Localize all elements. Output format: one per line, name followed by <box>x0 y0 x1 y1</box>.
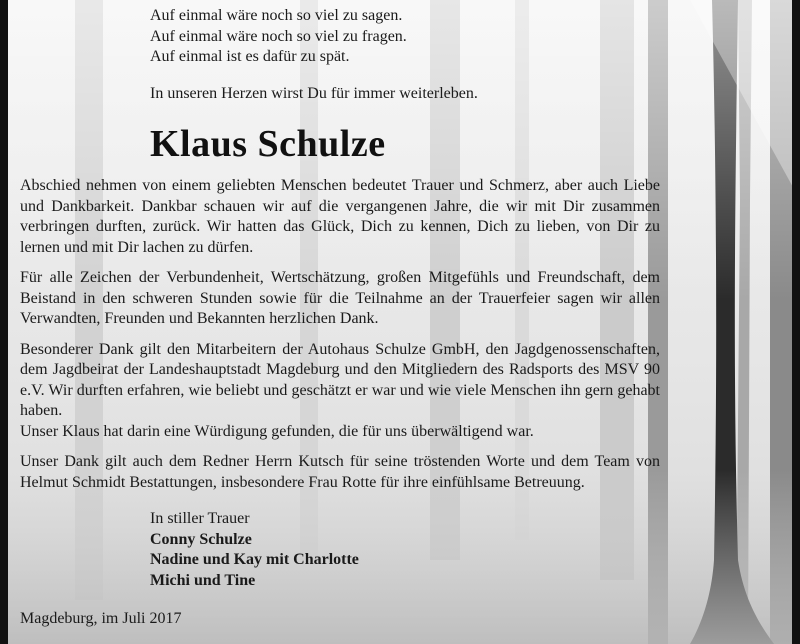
verse-line: Auf einmal ist es dafür zu spät. <box>150 48 350 65</box>
signer-name: Michi und Tine <box>150 571 256 589</box>
deceased-name: Klaus Schulze <box>150 123 386 165</box>
place-and-date: Magdeburg, im Juli 2017 <box>20 610 182 627</box>
paragraph-farewell: Abschied nehmen von einem geliebten Menschen bedeutet Trauer und Schmerz, aber auch Liebe und Dankbarkeit. Dankbar schauen wir auf die vergangenen Jahre, die wir mit Dir zusammen verbringen durften, zurück. Wir hatten das Glück, Dich zu kennen, Dich zu lieben, von Dir zu lernen und mit Dir lachen zu dürfen. <box>20 177 660 256</box>
signer-name: Nadine und Kay mit Charlotte <box>150 551 359 568</box>
paragraph-speaker-thanks: Unser Dank gilt auch dem Redner Herrn Kutsch für seine tröstenden Worte und dem Team von Helmut Schmidt Bestattungen, insbesondere Frau Rotte für ihre einfühlsame Betreuung. <box>20 453 660 491</box>
memorial-verse <box>150 6 660 104</box>
paragraph-special-thanks: Besonderer Dank gilt den Mitarbeitern der Autohaus Schulze GmbH, den Jagdgenossenschaften, dem Jagdbeirat der Landeshauptstadt Magdeburg und den Mitgliedern des Radsports des MSV 90 e.V. Wir durften erfahren, wie beliebt und geschätzt er war und wie viele Menschen ihn gern gehabt haben. Unser Klaus hat darin eine Würdigung gefunden, die für uns überwältigend war. <box>20 340 660 440</box>
paragraph-thanks: Für alle Zeichen der Verbundenheit, Wertschätzung, großen Mitgefühls und Freundschaft, dem Beistand in den schweren Stunden sowie für die Teilnahme an der Trauerfeier sagen wir allen Verwandten, Freunden und Bekannten herzlichen Dank. <box>20 269 660 327</box>
signer-name: Conny Schulze <box>150 530 252 548</box>
signers-intro: In stiller Trauer <box>150 510 250 527</box>
verse-closing: In unseren Herzen wirst Du für immer weiterleben. <box>150 84 478 102</box>
obituary-text <box>20 6 660 644</box>
mourners-block <box>150 509 660 591</box>
verse-line: Auf einmal wäre noch so viel zu fragen. <box>150 27 407 45</box>
verse-line: Auf einmal wäre noch so viel zu sagen. <box>150 7 403 24</box>
